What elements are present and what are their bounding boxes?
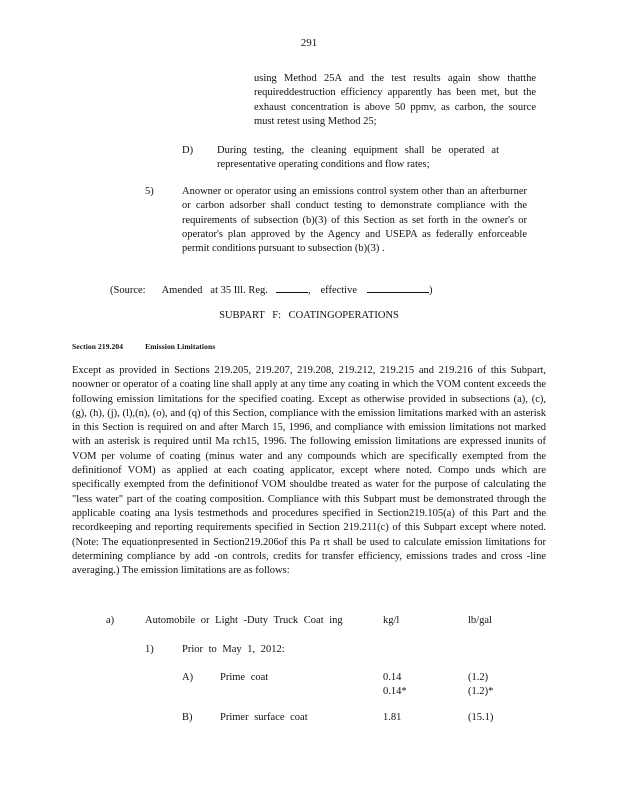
item-5-label: 5): [145, 186, 154, 197]
source-comma: ,: [307, 285, 311, 296]
item-d-text: During testing, the cleaning equipment shall be operated at representative operating conditions and flow rates;: [217, 145, 499, 171]
row-label: A): [182, 672, 194, 683]
source-amended: Amended: [161, 285, 203, 296]
row-lb-value: (1.2): [468, 672, 489, 683]
item-5-text: Anowner or operator using an emissions control system other than an afterburner or carbon adsorber shall conduct testing to demonstrate compliance with the requirements of subsection (b)(3) of this Section as set forth in the owner's or operator's plan approved by the Agency and USEPA as federally enforceable permit conditions pursuant to subsection (b)(3) .: [182, 186, 527, 255]
subpart-title: SUBPART F: COATINGOPERATIONS: [219, 310, 399, 321]
source-note: [110, 283, 433, 298]
section-header: [72, 340, 215, 354]
item-a-label: a): [106, 615, 115, 626]
item-a-unit-lb: lb/gal: [468, 615, 492, 626]
row-lb-value: (1.2)*: [468, 686, 494, 697]
row-name: Primer surface coat: [220, 712, 308, 723]
section-title: Emission Limitations: [145, 342, 216, 351]
main-paragraph: Except as provided in Sections 219.205, 219.207, 219.208, 219.212, 219.215 and 219.216 of this Subpart, noowner or operator of a coating line shall apply at any time any coating in which the VOM content exceeds the following emission limitations for the specified coating. Except as otherwise provided in subsections (a), (c), (g), (h), (j), (l),(n), (o), and (q) of this Section, compliance with the emission limitations marked with an asterisk in this Section is required on and after March 15, 1996, and compliance with emission limitations not marked with an asterisk is required until Ma rch15, 1996. The following emission limitations are expressed inunits of VOM per volume of coating (minus water and any compounds which are specifically exempted from the definitionof VOM) as applied at each coating applicator, except where noted. Compo unds which are specifically exempted from the definitionof VOM shouldbe treated as water for the purpose of calculating the "less water" part of the coating composition. Compliance with this Subpart must be demonstrated through the applicable coating ana lysis testmethods and procedures specified in Section219.105(a) of this Part and the recordkeeping and reporting requirements specified in Section 219.211(c) of this Subpart except where noted. (Note: The equationpresented in Section219.206of this Pa rt shall be used to calculate emission limitations for determining compliance by add -on controls, credits for transfer efficiency, emissions trades and cross -line averaging.) The emission limitations are as follows:: [72, 365, 546, 577]
item-1-title: Prior to May 1, 2012:: [182, 644, 285, 655]
row-label: B): [182, 712, 193, 723]
item-a-unit-kg: kg/l: [383, 615, 400, 626]
item-1-label: 1): [145, 644, 154, 655]
item-d-label: D): [182, 145, 194, 156]
source-blank-1: [276, 283, 308, 293]
row-lb-value: (15.1): [468, 712, 494, 723]
row-kg-value: 0.14*: [383, 686, 407, 697]
source-open: (Source:: [110, 285, 146, 296]
source-close: ): [429, 285, 433, 296]
source-effective: effective: [320, 285, 358, 296]
source-blank-2: [367, 283, 429, 293]
source-reg: at 35 Ill. Reg.: [210, 285, 268, 296]
continuation-paragraph: using Method 25A and the test results again show thatthe requireddestruction efficiency apparently has been met, but the exhaust concentration is above 50 ppmv, as carbon, the source must retest using Method 25;: [254, 73, 536, 127]
row-name: Prime coat: [220, 672, 269, 683]
row-kg-value: 0.14: [383, 672, 402, 683]
row-kg-value: 1.81: [383, 712, 402, 723]
page-number: 291: [300, 37, 318, 49]
section-number: Section 219.204: [72, 342, 124, 351]
item-a-title: Automobile or Light -Duty Truck Coat ing: [145, 615, 343, 626]
